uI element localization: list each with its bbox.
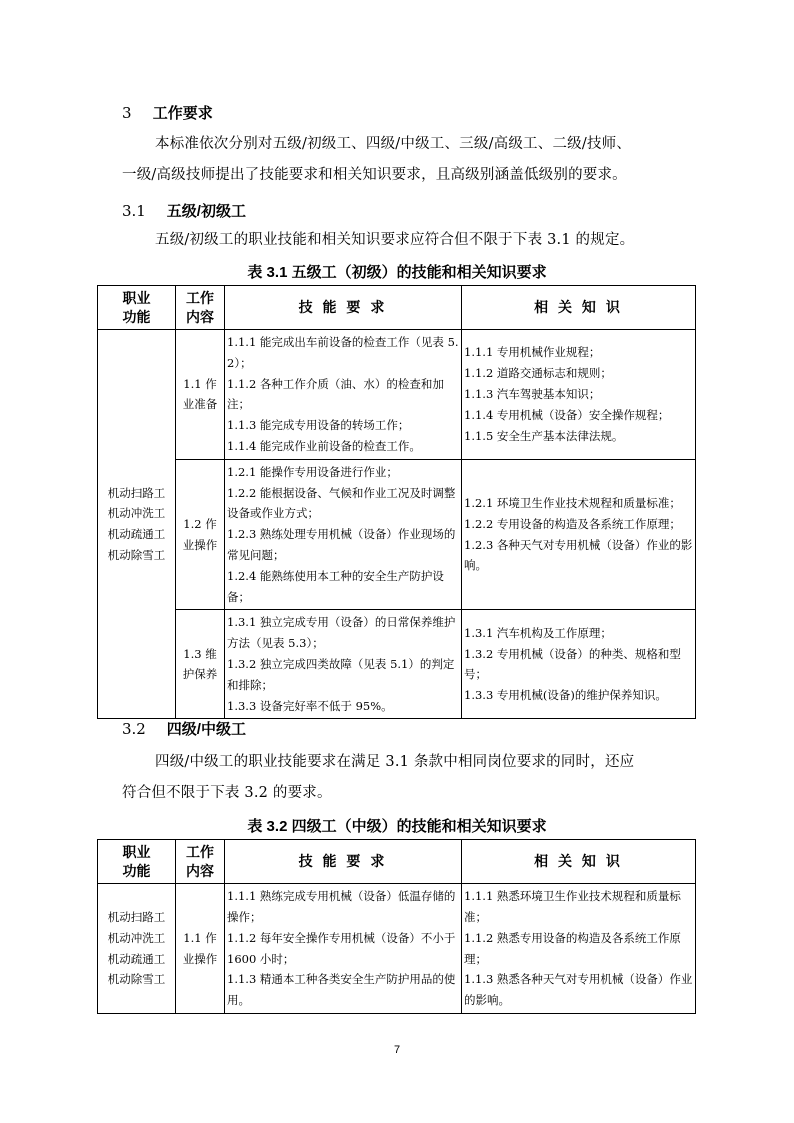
table-row — [98, 884, 696, 1014]
table-3-2-caption: 表 3.2 四级工（中级）的技能和相关知识要求 — [247, 818, 547, 835]
table-row — [98, 330, 696, 460]
header-work-content: 工作 内容 — [176, 286, 225, 330]
knowledge-cell: 1.2.1 环境卫生作业技术规程和质量标准； 1.2.2 专用设备的构造及各系统工作原理； 1.2.3 各种天气对专用机械（设备）作业的影响。 — [462, 459, 696, 610]
header-work-content: 工作 内容 — [176, 840, 225, 884]
knowledge-cell: 1.1.1 专用机械作业规程； 1.1.2 道路交通标志和规则； 1.1.3 汽车驾驶基本知识； 1.1.4 专用机械（设备）安全操作规程； 1.1.5 安全生产基本法律法规。 — [462, 330, 696, 460]
header-knowledge: 相 关 知 识 — [462, 286, 696, 330]
header-function: 职业 功能 — [98, 840, 176, 884]
function-cell: 机动扫路工 机动冲洗工 机动疏通工 机动除雪工 — [98, 330, 176, 719]
section-3-2-heading — [122, 718, 246, 739]
page-number: 7 — [393, 1044, 401, 1056]
knowledge-cell: 1.3.1 汽车机构及工作原理； 1.3.2 专用机械（设备）的种类、规格和型号； 1.3.3 专用机械(设备)的维护保养知识。 — [462, 610, 696, 719]
section-3-2-paragraph-line1: 四级/中级工的职业技能要求在满足 3.1 条款中相同岗位要求的同时，还应 — [155, 754, 635, 770]
table-3-1 — [97, 285, 696, 719]
work-content-cell: 1.3 维护保养 — [176, 610, 225, 719]
header-skill: 技 能 要 求 — [225, 840, 462, 884]
section-title: 四级/中级工 — [166, 721, 246, 738]
section-3-heading — [122, 102, 213, 123]
header-knowledge: 相 关 知 识 — [462, 840, 696, 884]
section-3-1-paragraph: 五级/初级工的职业技能和相关知识要求应符合但不限于下表 3.1 的规定。 — [155, 232, 635, 248]
section-number: 3.1 — [122, 202, 146, 220]
table-row — [98, 610, 696, 719]
section-3-paragraph-line2: 一级/高级技师提出了技能要求和相关知识要求，且高级别涵盖低级别的要求。 — [122, 167, 627, 183]
section-title: 工作要求 — [152, 105, 213, 122]
table-3-2 — [97, 839, 696, 1014]
section-3-paragraph-line1: 本标准依次分别对五级/初级工、四级/中级工、三级/高级工、二级/技师、 — [155, 136, 632, 152]
table-3-1-caption: 表 3.1 五级工（初级）的技能和相关知识要求 — [247, 264, 547, 281]
skill-cell: 1.1.1 熟练完成专用机械（设备）低温存储的操作； 1.1.2 每年安全操作专用机械（设备）不小于 1600 小时； 1.1.3 精通本工种各类安全生产防护用品的使用。 — [225, 884, 462, 1014]
work-content-cell: 1.1 作业准备 — [176, 330, 225, 460]
skill-cell: 1.1.1 能完成出车前设备的检查工作（见表 5.2）； 1.1.2 各种工作介质（油、水）的检查和加注； 1.1.3 能完成专用设备的转场工作； 1.1.4 能完成作业前设备的检查工作。 — [225, 330, 462, 460]
section-number: 3 — [122, 104, 132, 122]
table-row — [98, 459, 696, 610]
table-header-row — [98, 840, 696, 884]
skill-cell: 1.2.1 能操作专用设备进行作业； 1.2.2 能根据设备、气候和作业工况及时调整设备或作业方式； 1.2.3 熟练处理专用机械（设备）作业现场的常见问题； 1.2.4 能熟练使用本工种的安全生产防护设备； — [225, 459, 462, 610]
header-skill: 技 能 要 求 — [225, 286, 462, 330]
section-number: 3.2 — [122, 720, 146, 738]
section-3-1-heading — [122, 200, 246, 221]
header-function: 职业 功能 — [98, 286, 176, 330]
knowledge-cell: 1.1.1 熟悉环境卫生作业技术规程和质量标准； 1.1.2 熟悉专用设备的构造及各系统工作原理； 1.1.3 熟悉各种天气对专用机械（设备）作业的影响。 — [462, 884, 696, 1014]
table-header-row — [98, 286, 696, 330]
work-content-cell: 1.2 作业操作 — [176, 459, 225, 610]
section-3-2-paragraph-line2: 符合但不限于下表 3.2 的要求。 — [122, 785, 332, 801]
function-cell: 机动扫路工 机动冲洗工 机动疏通工 机动除雪工 — [98, 884, 176, 1014]
skill-cell: 1.3.1 独立完成专用（设备）的日常保养维护方法（见表 5.3）； 1.3.2 独立完成四类故障（见表 5.1）的判定和排除； 1.3.3 设备完好率不低于 95%。 — [225, 610, 462, 719]
work-content-cell: 1.1 作业操作 — [176, 884, 225, 1014]
section-title: 五级/初级工 — [166, 203, 246, 220]
